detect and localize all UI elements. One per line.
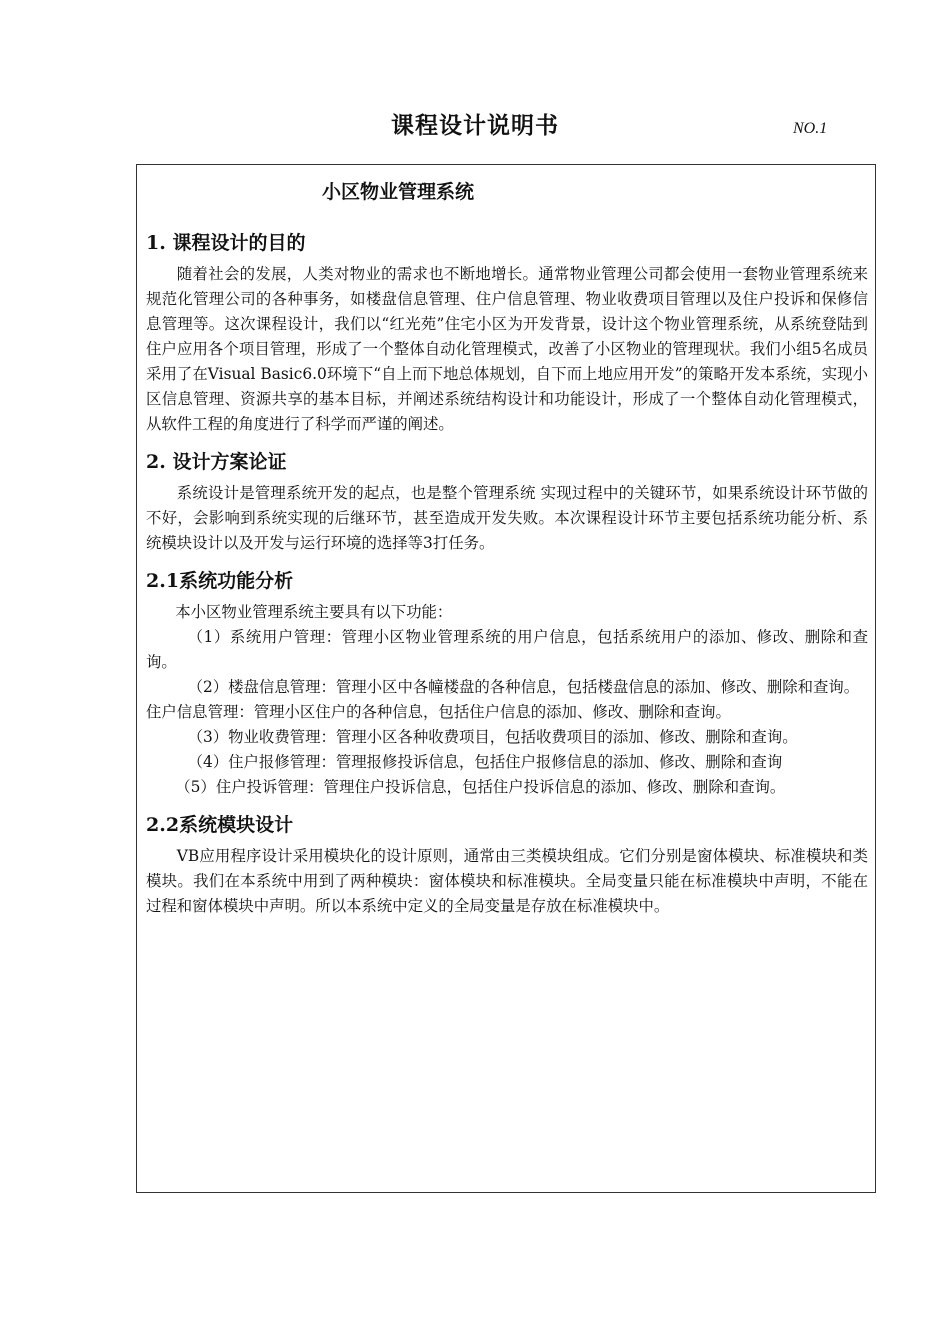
document-body <box>146 228 868 919</box>
system-title: 小区物业管理系统 <box>322 181 475 203</box>
section-number: 2.2 <box>146 814 180 836</box>
section-heading-2-1 <box>146 566 868 596</box>
list-item: （2）楼盘信息管理：管理小区中各幢楼盘的各种信息，包括楼盘信息的添加、修改、删除和查询。 <box>187 678 860 696</box>
paragraph: VB应用程序设计采用模块化的设计原则，通常由三类模块组成。它们分别是窗体模块、标准模块和类模块。我们在本系统中用到了两种模块：窗体模块和标准模块。全局变量只能在标准模块中声明，不能在过程和窗体模块中声明。所以本系统中定义的全局变量是存放在标准模块中。 <box>146 847 868 915</box>
paragraph: 随着社会的发展，人类对物业的需求也不断地增长。通常物业管理公司都会使用一套物业管理系统来规范化管理公司的各种事务，如楼盘信息管理、住户信息管理、物业收费项目管理以及住户投诉和保修信息管理等。这次课程设计，我们以“红光苑”住宅小区为开发背景，设计这个物业管理系统，从系统登陆到住户应用各个项目管理，形成了一个整体自动化管理模式，改善了小区物业的管理现状。我们小组5名成员采用了在Visual Basic6.0环境下“自上而下地总体规划，自下而上地应用开发”的策略开发本系统，实现小区信息管理、资源共享的基本目标，并阐述系统结构设计和功能设计，形成了一个整体自动化管理模式，从软件工程的角度进行了科学而严谨的阐述。 <box>146 265 868 433</box>
section-title: 课程设计的目的 <box>172 232 306 254</box>
section-title: 设计方案论证 <box>172 451 287 473</box>
paragraph: 系统设计是管理系统开发的起点，也是整个管理系统 实现过程中的关键环节，如果系统设计环节做的不好，会影响到系统实现的后继环节，甚至造成开发失败。本次课程设计环节主要包括系统功能分析、系统模块设计以及开发与运行环境的选择等3打任务。 <box>146 484 868 552</box>
page-number: NO.1 <box>793 120 828 137</box>
section-heading-2 <box>146 447 868 477</box>
document-title: 课程设计说明书 <box>391 113 559 139</box>
list-item: 住户信息管理：管理小区住户的各种信息，包括住户信息的添加、修改、删除和查询。 <box>146 703 731 721</box>
section-title: 系统功能分析 <box>179 570 294 592</box>
section-number: 1. <box>146 232 166 254</box>
list-item: （5）住户投诉管理：管理住户投诉信息，包括住户投诉信息的添加、修改、删除和查询。 <box>175 778 786 796</box>
list-item: （1）系统用户管理：管理小区物业管理系统的用户信息，包括系统用户的添加、修改、删除和查询。 <box>146 628 868 671</box>
paragraph: 本小区物业管理系统主要具有以下功能： <box>175 603 453 621</box>
section-number: 2.1 <box>146 570 180 592</box>
section-heading-2-2 <box>146 810 868 840</box>
section-title: 系统模块设计 <box>179 814 294 836</box>
list-item: （4）住户报修管理：管理报修投诉信息，包括住户报修信息的添加、修改、删除和查询 <box>187 753 783 771</box>
section-number: 2. <box>146 451 166 473</box>
section-heading-1 <box>146 228 868 258</box>
list-item: （3）物业收费管理：管理小区各种收费项目，包括收费项目的添加、修改、删除和查询。 <box>187 728 798 746</box>
